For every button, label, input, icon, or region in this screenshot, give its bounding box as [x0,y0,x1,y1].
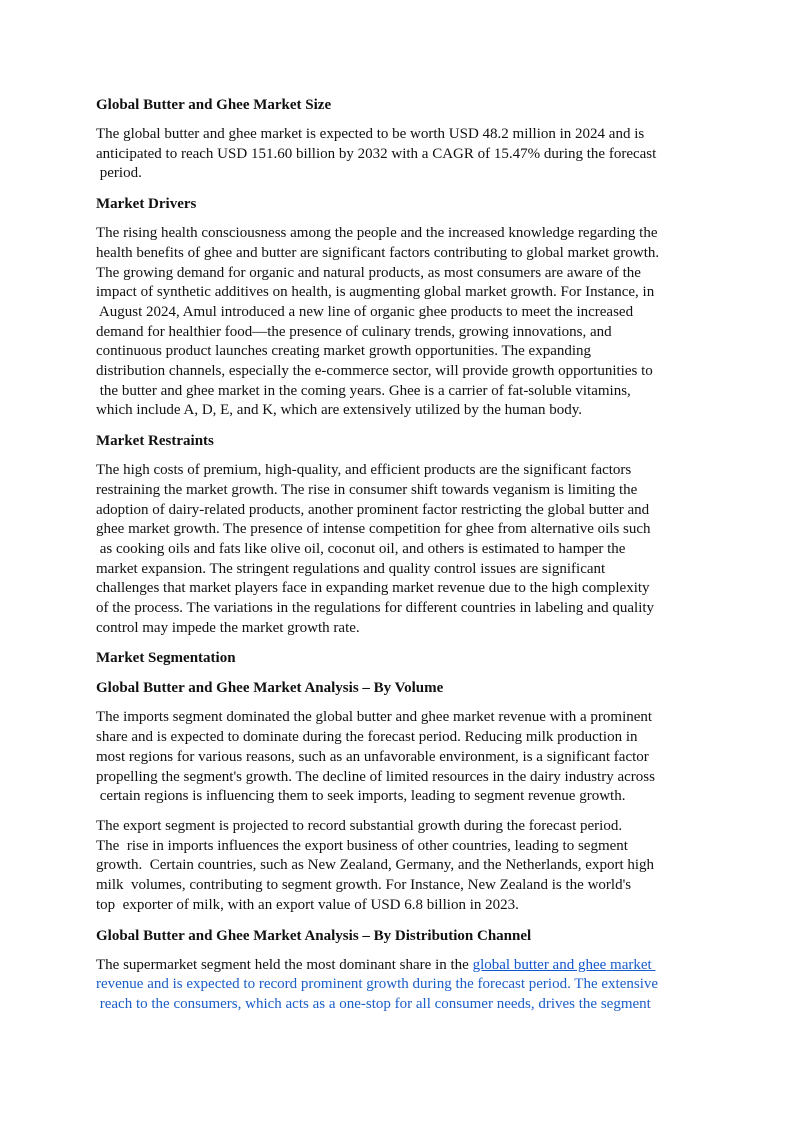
text-line: of the process. The variations in the regulations for different countries in labeling and quality [96,600,655,617]
text-line: top exporter of milk, with an export value of USD 6.8 billion in 2023. [96,896,519,913]
distribution-heading: Global Butter and Ghee Market Analysis – By Distribution Channel [96,927,532,944]
text-line: The high costs of premium, high-quality, and efficient products are the significant factors [96,462,632,479]
text-line: The rising health consciousness among the people and the increased knowledge regarding the [96,225,658,242]
text-line: revenue and is expected to record prominent growth during the forecast period. The extensive [96,976,659,993]
text-line: reach to the consumers, which acts as a one-stop for all consumer needs, drives the segment [96,995,651,1012]
text-line: distribution channels, especially the e-commerce sector, will provide growth opportunities to [96,363,653,380]
text-line: control may impede the market growth rate. [96,619,360,636]
text-fragment: The supermarket segment held the most dominant share in the [96,956,473,973]
text-line: adoption of dairy-related products, another prominent factor restricting the global butter and [96,501,650,518]
text-line: The imports segment dominated the global butter and ghee market revenue with a prominent [96,709,653,726]
text-line [96,956,696,976]
restraints-paragraph [96,461,696,638]
text-line: restraining the market growth. The rise in consumer shift towards veganism is limiting the [96,481,638,498]
butter-ghee-market-link[interactable]: global butter and ghee [472,956,607,973]
drivers-heading: Market Drivers [96,196,197,213]
volume-heading: Global Butter and Ghee Market Analysis – By Volume [96,680,444,697]
text-line: period. [96,165,142,182]
text-line: share and is expected to dominate during the forecast period. Reducing milk production in [96,729,638,746]
imports-paragraph [96,708,696,807]
drivers-paragraph [96,224,696,421]
text-line: The export segment is projected to record substantial growth during the forecast period. [96,817,623,834]
text-line: impact of synthetic additives on health, is augmenting global market growth. For Instance, in [96,284,655,301]
text-line: August 2024, Amul introduced a new line of organic ghee products to meet the increased [96,303,634,320]
text-line: as cooking oils and fats like olive oil, coconut oil, and others is estimated to hamper the [96,540,626,557]
text-line: The growing demand for organic and natural products, as most consumers are aware of the [96,264,641,281]
text-line: growth. Certain countries, such as New Zealand, Germany, and the Netherlands, export high [96,857,655,874]
distribution-paragraph [96,956,696,1015]
text-line: health benefits of ghee and butter are significant factors contributing to global market growth. [96,244,660,261]
text-line: anticipated to reach USD 151.60 billion by 2032 with a CAGR of 15.47% during the forecast [96,145,657,162]
exports-paragraph [96,817,696,916]
text-line: most regions for various reasons, such as an unfavorable environment, is a significant factor [96,748,649,765]
text-line: The rise in imports influences the export business of other countries, leading to segment [96,837,628,854]
text-line: continuous product launches creating market growth opportunities. The expanding [96,343,592,360]
segmentation-heading: Market Segmentation [96,650,236,667]
text-line: propelling the segment's growth. The decline of limited resources in the dairy industry across [96,768,655,785]
text-line: The global butter and ghee market is expected to be worth USD 48.2 million in 2024 and is [96,126,645,142]
text-line: market expansion. The stringent regulations and quality control issues are significant [96,560,606,577]
restraints-heading: Market Restraints [96,433,214,450]
text-line: certain regions is influencing them to seek imports, leading to segment revenue growth. [96,788,626,805]
text-line: which include A, D, E, and K, which are extensively utilized by the human body. [96,402,582,419]
text-line: demand for healthier food—the presence of culinary trends, growing innovations, and [96,323,612,340]
text-line: ghee market growth. The presence of intense competition for ghee from alternative oils such [96,521,651,538]
text-fragment: market [606,956,656,973]
text-line: the butter and ghee market in the coming years. Ghee is a carrier of fat-soluble vitamins, [96,382,631,399]
text-line: challenges that market players face in expanding market revenue due to the high complexity [96,580,650,597]
page-title: Global Butter and Ghee Market Size [96,97,332,113]
intro-paragraph [96,125,696,184]
document-page [96,95,696,1025]
text-line: milk volumes, contributing to segment growth. For Instance, New Zealand is the world's [96,877,632,894]
